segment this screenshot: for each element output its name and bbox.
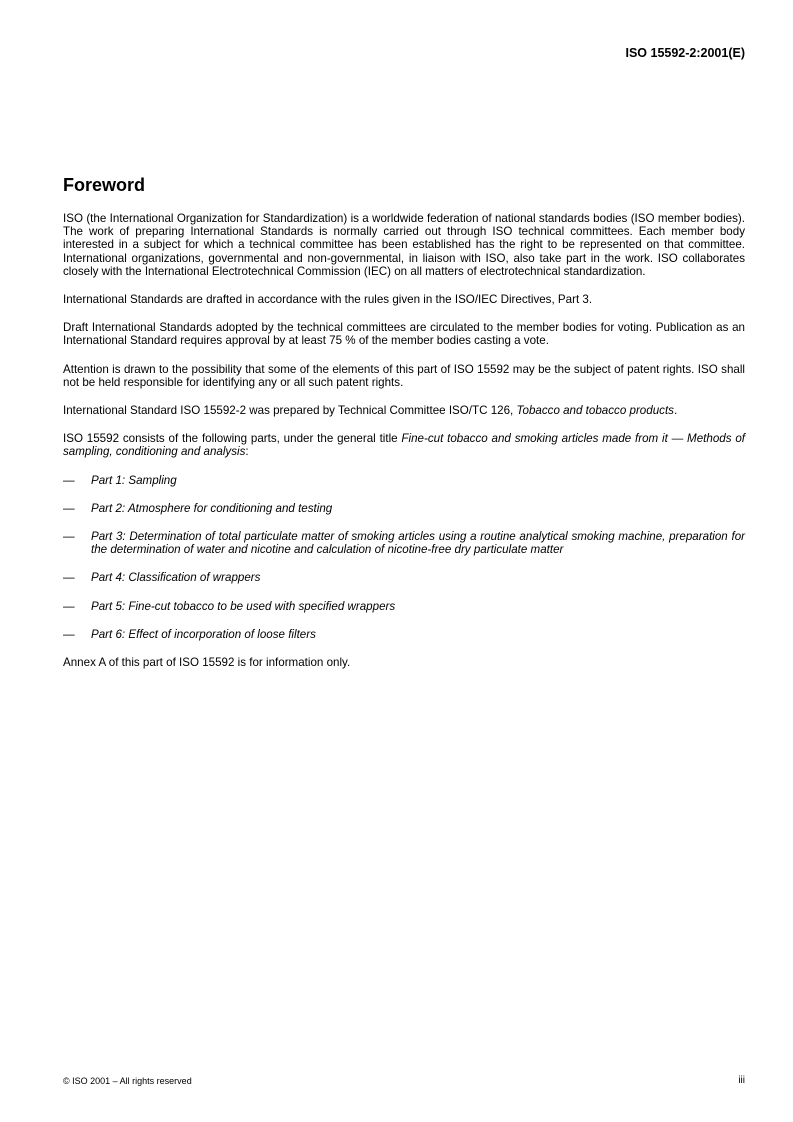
list-item — [63, 628, 745, 641]
paragraph-voting: Draft International Standards adopted by the technical committees are circulated to the member bodies for voting. Publication as an International Standard requires approval by at least 75 % of the member bodies casting a vote. — [63, 321, 745, 348]
list-item — [63, 571, 745, 584]
foreword-body — [63, 212, 745, 684]
part-title: Part 4: Classification of wrappers — [91, 571, 261, 585]
paragraph-patent: Attention is drawn to the possibility that some of the elements of this part of ISO 15592 may be the subject of patent rights. ISO shall not be held responsible for identifying any or all such patent rights. — [63, 362, 745, 389]
general-title: Fine-cut tobacco and smoking articles made from it — Methods of sampling, conditioning and analysis — [63, 432, 745, 459]
part-title: Part 1: Sampling — [91, 473, 177, 487]
text: International Standard ISO 15592-2 was prepared by Technical Committee ISO/TC 126, — [63, 404, 517, 418]
dash: — — [63, 599, 75, 613]
dash: — — [63, 530, 75, 544]
paragraph-directives: International Standards are drafted in accordance with the rules given in the ISO/IEC Directives, Part 3. — [63, 293, 593, 307]
text: . — [673, 404, 678, 418]
text: : — [245, 445, 249, 459]
part-title: Part 2: Atmosphere for conditioning and testing — [91, 501, 333, 515]
dash: — — [63, 571, 75, 585]
paragraph-annex: Annex A of this part of ISO 15592 is for information only. — [63, 656, 351, 670]
document-id-header: ISO 15592-2:2001(E) — [625, 46, 745, 60]
paragraph-iso-intro: ISO (the International Organization for Standardization) is a worldwide federation of national standards bodies (ISO member bodies). The work of preparing International Standards is normally carried out through ISO technical committees. Each member body interested in a subject for which a technical committee has been established has the right to be represented on that committee. International organizations, governmental and non-governmental, in liaison with ISO, also take part in the work. ISO collaborates closely with the International Electrotechnical Commission (IEC) on all matters of electrotechnical standardization. — [63, 212, 745, 278]
list-item — [63, 474, 745, 487]
parts-list — [63, 474, 745, 641]
part-title: Part 3: Determination of total particulate matter of smoking articles using a routine analytical smoking machine, preparation for the determination of water and nicotine and calculation of nicotine-free dry particulate matter — [91, 530, 745, 557]
footer-copyright: © ISO 2001 – All rights reserved — [63, 1076, 192, 1086]
part-title: Part 6: Effect of incorporation of loose filters — [91, 627, 316, 641]
dash: — — [63, 501, 75, 515]
dash: — — [63, 627, 75, 641]
list-item — [63, 530, 745, 556]
text: ISO 15592 consists of the following parts, under the general title — [63, 432, 402, 446]
paragraph-parts-intro — [63, 432, 745, 458]
list-item — [63, 600, 745, 613]
paragraph-committee — [63, 404, 745, 417]
committee-name: Tobacco and tobacco products — [516, 404, 674, 418]
part-title: Part 5: Fine-cut tobacco to be used with specified wrappers — [91, 599, 396, 613]
list-item — [63, 502, 745, 515]
page-number: iii — [738, 1075, 745, 1086]
dash: — — [63, 473, 75, 487]
page-title: Foreword — [63, 175, 146, 195]
